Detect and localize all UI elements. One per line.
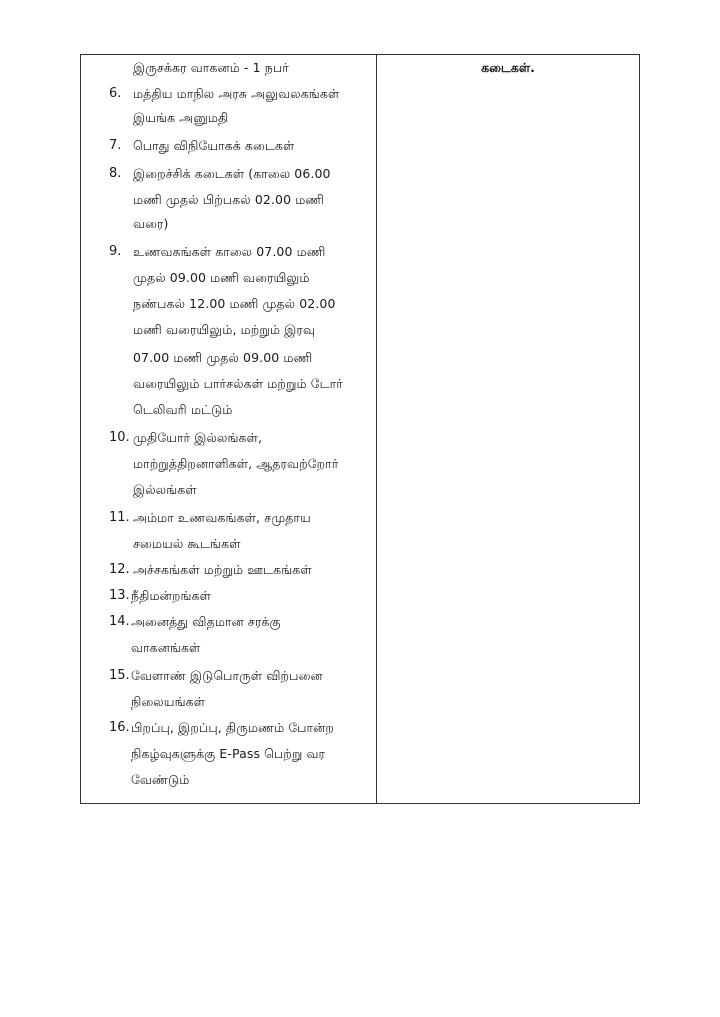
list-item-line: வாகனங்கள் [131,640,201,655]
list-item-number: 7. [109,138,122,153]
list-item-line: நீதிமன்றங்கள் [131,588,211,603]
list-item-number: 10. [109,430,130,445]
list-item-number: 12. [109,562,130,577]
list-item-line: உணவகங்கள் காலை 07.00 மணி [133,244,326,259]
list-item-line: வரையிலும் பார்சல்கள் மற்றும் டோர் [133,376,343,391]
list-item-line: நண்பகல் 12.00 மணி முதல் 02.00 [133,296,336,311]
list-item-line: வரை) [133,216,169,231]
list-item-line: பிறப்பு, இறப்பு, திருமணம் போன்ற [131,720,334,735]
list-item-line: மாற்றுத்திறனாளிகள், ஆதரவற்றோர் [133,456,339,471]
list-item-number: 6. [109,86,122,101]
list-item-line: அம்மா உணவகங்கள், சமுதாய [133,510,311,525]
list-item-line: நிலையங்கள் [131,694,206,709]
list-item-line: டெலிவரி மட்டும் [133,402,233,417]
list-item-line: சமையல் கூடங்கள் [133,536,241,551]
list-item-number: 8. [109,166,122,181]
list-item-number: 16. [109,720,130,735]
list-item-line: மணி முதல் பிற்பகல் 02.00 மணி [133,192,325,207]
list-item-line: மணி வரையிலும், மற்றும் இரவு [133,322,316,337]
list-item-number: 13. [109,588,130,603]
list-item-line: பொது விநியோகக் கடைகள் [133,138,295,153]
list-item-line: வேண்டும் [131,772,190,787]
list-item-line: இருசக்கர வாகனம் - 1 நபர் [133,60,289,75]
list-item-line: வேளாண் இடுபொருள் விற்பனை [131,668,323,683]
list-item-line: நிகழ்வுகளுக்கு E-Pass பெற்று வர [131,746,326,761]
list-item-number: 9. [109,244,122,259]
document-table [80,54,640,804]
list-item-line: இறைச்சிக் கடைகள் (காலை 06.00 [133,166,331,181]
list-item-line: இயங்க அனுமதி [133,110,229,125]
list-item-line: அனைத்து விதமான சரக்கு [131,614,281,629]
list-item-number: 15. [109,668,130,683]
list-item-line: முதியோர் இல்லங்கள், [133,430,263,445]
list-item-number: 11. [109,510,130,525]
list-item-line: அச்சகங்கள் மற்றும் ஊடகங்கள் [133,562,312,577]
list-item-number: 14. [109,614,130,629]
list-item-line: மத்திய மாநில அரசு அலுவலகங்கள் [133,86,340,101]
list-item-line: இல்லங்கள் [133,482,197,497]
list-item-line: 07.00 மணி முதல் 09.00 மணி [133,350,313,365]
list-item-line: முதல் 09.00 மணி வரையிலும் [133,270,310,285]
column-divider [376,55,377,803]
right-column-text: கடைகள். [481,60,535,75]
